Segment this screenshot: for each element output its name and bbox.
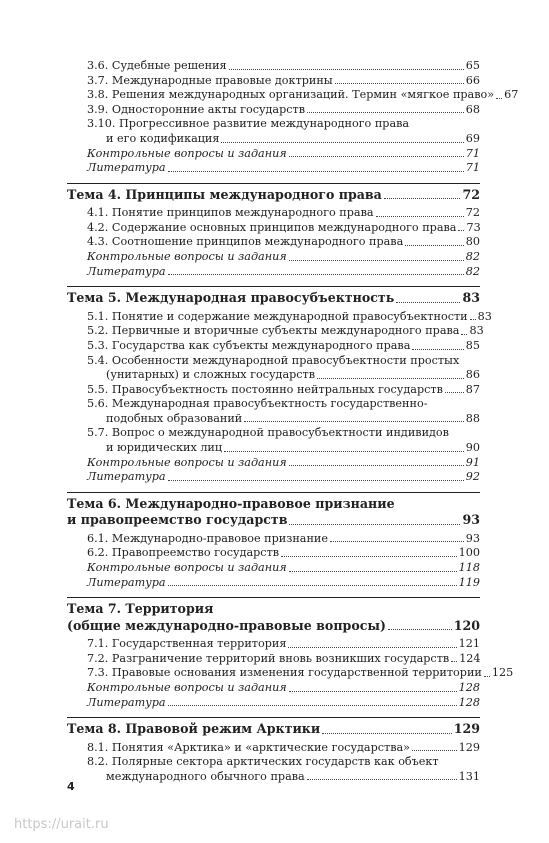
dot-leader bbox=[168, 171, 464, 172]
toc-entry-page: 125 bbox=[491, 666, 514, 680]
dot-leader bbox=[244, 421, 463, 422]
topic-section bbox=[67, 597, 514, 710]
toc-entry[interactable] bbox=[67, 532, 480, 547]
toc-entry-page: 91 bbox=[465, 455, 480, 469]
toc-entry[interactable] bbox=[67, 221, 480, 236]
toc-entry-label: 7.3. Правовые основания изменения государственной территории bbox=[87, 666, 482, 680]
toc-entry-label: Литература bbox=[87, 264, 166, 278]
toc-entry-page: 83 bbox=[477, 309, 492, 323]
toc-entry-label: Контрольные вопросы и задания bbox=[87, 561, 287, 575]
toc-entry[interactable] bbox=[67, 546, 480, 561]
toc-entry-multiline[interactable] bbox=[67, 755, 480, 784]
toc-entry-page: 82 bbox=[465, 264, 480, 278]
toc-entry-label: 5.2. Первичные и вторичные субъекты международного права bbox=[87, 324, 460, 338]
dot-leader bbox=[168, 480, 464, 481]
toc-entry-label: 4.2. Содержание основных принципов международного права bbox=[87, 220, 457, 234]
toc-entry[interactable] bbox=[67, 666, 514, 681]
toc-entry-label: 3.8. Решения международных организаций. Термин «мягкое право» bbox=[87, 88, 495, 102]
toc-entry-label: 3.7. Международные правовые доктрины bbox=[87, 73, 333, 87]
toc-entry-label: Контрольные вопросы и задания bbox=[87, 681, 287, 694]
toc-entry[interactable] bbox=[67, 250, 480, 265]
toc-entry[interactable] bbox=[67, 561, 480, 576]
dot-leader bbox=[335, 83, 464, 84]
topic-heading[interactable] bbox=[67, 187, 480, 204]
dot-leader bbox=[412, 349, 463, 350]
dot-leader bbox=[288, 647, 456, 648]
toc-entry-label: и юридических лиц bbox=[106, 441, 223, 455]
dot-leader bbox=[289, 524, 460, 525]
dot-leader bbox=[289, 465, 464, 466]
toc-entry-label: (унитарных) и сложных государств bbox=[106, 368, 316, 382]
toc-entry[interactable] bbox=[67, 576, 480, 591]
topic-page: 83 bbox=[462, 290, 480, 306]
toc-entry-label: 3.9. Односторонние акты государств bbox=[87, 102, 306, 116]
toc-entry[interactable] bbox=[67, 309, 492, 325]
toc-entry-page: 131 bbox=[458, 769, 480, 783]
toc-entry-page: 65 bbox=[465, 59, 480, 72]
toc-entry-label: 7.2. Разграничение территорий вновь возникших государств bbox=[87, 651, 450, 665]
page-number: 4 bbox=[67, 780, 75, 793]
toc-entry-page: 73 bbox=[466, 220, 481, 234]
toc-entry-page: 69 bbox=[465, 131, 480, 145]
toc-entry-page: 88 bbox=[465, 411, 480, 425]
toc-entry-page: 86 bbox=[465, 368, 480, 382]
topic-title: Тема 5. Международная правосубъектность bbox=[67, 290, 395, 306]
toc-entry-page: 128 bbox=[458, 681, 480, 694]
topic-title: Тема 8. Правовой режим Арктики bbox=[67, 721, 321, 737]
dot-leader bbox=[229, 69, 464, 70]
toc-entry-page: 87 bbox=[465, 382, 480, 396]
toc-entry-last-line bbox=[67, 368, 480, 383]
toc-entry-page: 100 bbox=[458, 546, 480, 560]
toc-entry-page: 119 bbox=[458, 575, 480, 589]
dot-leader bbox=[405, 245, 463, 246]
dot-leader bbox=[396, 302, 460, 303]
toc-entry[interactable] bbox=[67, 456, 480, 471]
dot-leader bbox=[496, 98, 502, 99]
dot-leader bbox=[484, 676, 490, 677]
toc-entry[interactable] bbox=[67, 74, 480, 89]
toc-entry[interactable] bbox=[67, 161, 480, 176]
dot-leader bbox=[224, 451, 464, 452]
watermark: https://urait.ru bbox=[14, 817, 109, 832]
toc-entry-last-line bbox=[67, 412, 480, 427]
dot-leader bbox=[412, 750, 457, 751]
toc-entry-page: 118 bbox=[458, 561, 480, 575]
toc-entry-label: 3.6. Судебные решения bbox=[87, 59, 227, 72]
toc-entry-label: 5.1. Понятие и содержание международной правосубъектности bbox=[87, 309, 468, 323]
toc-entry-label: и его кодификация bbox=[106, 131, 220, 145]
dot-leader bbox=[221, 142, 463, 143]
toc-entry-label: Литература bbox=[87, 161, 166, 175]
toc-entry[interactable] bbox=[67, 652, 480, 667]
toc-entry-label: международного обычного права bbox=[106, 769, 305, 783]
toc-entry-label: Контрольные вопросы и задания bbox=[87, 146, 287, 160]
toc-entry-label: Контрольные вопросы и задания bbox=[87, 250, 287, 264]
toc-entry-multiline[interactable] bbox=[67, 397, 480, 426]
toc-entry-label: 8.1. Понятия «Арктика» и «арктические государства» bbox=[87, 740, 411, 754]
toc-entry-page: 83 bbox=[469, 324, 484, 338]
topic-title-line: Тема 7. Территория bbox=[67, 601, 214, 617]
topic-section bbox=[67, 717, 480, 784]
dot-leader bbox=[168, 274, 464, 275]
topic-section bbox=[67, 286, 492, 485]
toc-entry-page: 129 bbox=[458, 740, 480, 754]
toc-entry[interactable] bbox=[67, 470, 480, 485]
toc-entry-page: 71 bbox=[465, 161, 480, 175]
toc-entry-label: 5.5. Правосубъектность постоянно нейтральных государств bbox=[87, 382, 443, 396]
toc-entry-page: 121 bbox=[458, 637, 480, 651]
dot-leader bbox=[458, 230, 464, 231]
topic-page: 72 bbox=[462, 186, 480, 202]
topic-page: 120 bbox=[453, 617, 480, 633]
toc-entry[interactable] bbox=[67, 88, 519, 103]
dot-leader bbox=[322, 733, 451, 734]
dot-leader bbox=[168, 585, 457, 586]
toc-entry-page: 66 bbox=[465, 73, 480, 87]
dot-leader bbox=[289, 260, 464, 261]
dot-leader bbox=[384, 198, 461, 199]
toc-entry-last-line bbox=[67, 770, 480, 785]
toc-entry[interactable] bbox=[67, 681, 480, 696]
dot-leader bbox=[289, 571, 457, 572]
toc-entry-page: 92 bbox=[465, 470, 480, 484]
table-of-contents bbox=[67, 59, 519, 784]
toc-entry[interactable] bbox=[67, 59, 480, 74]
toc-entry-label: 6.1. Международно-правовое признание bbox=[87, 531, 328, 545]
toc-entry-page: 82 bbox=[465, 250, 480, 264]
toc-entry-page: 128 bbox=[458, 695, 480, 709]
toc-entry-first-line: 5.6. Международная правосубъектность государственно- bbox=[87, 397, 428, 411]
dot-leader bbox=[317, 378, 464, 379]
toc-entry[interactable] bbox=[67, 696, 480, 711]
toc-entry[interactable] bbox=[67, 206, 480, 221]
dot-leader bbox=[451, 661, 457, 662]
topic-section bbox=[67, 492, 480, 590]
toc-entry-label: 4.3. Соотношение принципов международного права bbox=[87, 235, 404, 249]
topic-heading[interactable] bbox=[67, 618, 480, 635]
toc-entry-label: Литература bbox=[87, 575, 166, 589]
toc-entry-label: Литература bbox=[87, 695, 166, 709]
toc-entry-page: 72 bbox=[465, 206, 480, 220]
toc-entry-page: 68 bbox=[465, 102, 480, 116]
toc-entry-label: 6.2. Правопреемство государств bbox=[87, 546, 280, 560]
toc-entry[interactable] bbox=[67, 265, 480, 280]
toc-entry-label: Литература bbox=[87, 470, 166, 484]
toc-entry-last-line bbox=[67, 132, 480, 147]
toc-entry-multiline[interactable] bbox=[67, 426, 480, 455]
toc-entry-multiline[interactable] bbox=[67, 354, 480, 383]
topic-title: (общие международно-правовые вопросы) bbox=[67, 617, 387, 633]
dot-leader bbox=[388, 629, 452, 630]
toc-entry-page: 71 bbox=[465, 146, 480, 160]
toc-entry[interactable] bbox=[67, 324, 484, 339]
topic-heading[interactable] bbox=[67, 721, 480, 738]
toc-entry[interactable] bbox=[67, 339, 480, 354]
topic-page: 93 bbox=[462, 512, 480, 528]
toc-entry-page: 90 bbox=[465, 441, 480, 455]
toc-entry[interactable] bbox=[67, 235, 480, 250]
toc-entry-label: 7.1. Государственная территория bbox=[87, 637, 287, 651]
dot-leader bbox=[307, 779, 457, 780]
topic-heading[interactable] bbox=[67, 512, 480, 529]
dot-leader bbox=[307, 112, 464, 113]
topic-title: и правопреемство государств bbox=[67, 512, 288, 528]
toc-entry-label: 4.1. Понятие принципов международного права bbox=[87, 206, 374, 220]
dot-leader bbox=[461, 334, 467, 335]
toc-entry-label: Контрольные вопросы и задания bbox=[87, 455, 287, 469]
toc-entry[interactable] bbox=[67, 103, 480, 118]
dot-leader bbox=[168, 705, 457, 706]
toc-entry-first-line: 5.4. Особенности международной правосубъектности простых bbox=[87, 353, 460, 367]
dot-leader bbox=[376, 216, 464, 217]
toc-entry-last-line bbox=[67, 441, 480, 456]
toc-entry[interactable] bbox=[67, 637, 480, 652]
toc-entry-label: подобных образований bbox=[106, 411, 243, 425]
toc-entry-first-line: 3.10. Прогрессивное развитие международного права bbox=[87, 117, 410, 131]
toc-entry-page: 85 bbox=[465, 338, 480, 352]
toc-entry-page: 124 bbox=[459, 651, 481, 665]
toc-entry-label: 5.3. Государства как субъекты международного права bbox=[87, 338, 411, 352]
toc-entry-multiline[interactable] bbox=[67, 117, 480, 146]
dot-leader bbox=[445, 392, 464, 393]
toc-entry[interactable] bbox=[67, 741, 480, 756]
dot-leader bbox=[289, 691, 457, 692]
dot-leader bbox=[470, 319, 476, 320]
dot-leader bbox=[289, 156, 464, 157]
toc-entry-first-line: 5.7. Вопрос о международной правосубъектности индивидов bbox=[87, 426, 449, 440]
toc-entry-page: 67 bbox=[504, 88, 519, 102]
topic-heading[interactable] bbox=[67, 290, 480, 307]
toc-entry[interactable] bbox=[67, 383, 480, 398]
topic-title-line: Тема 6. Международно-правовое признание bbox=[67, 495, 395, 511]
toc-entry-page: 93 bbox=[465, 531, 480, 545]
toc-entry-first-line: 8.2. Полярные сектора арктических государств как объект bbox=[87, 755, 439, 769]
topic-section bbox=[67, 183, 480, 279]
topic-page: 129 bbox=[453, 721, 480, 737]
dot-leader bbox=[330, 541, 464, 542]
topic-title: Тема 4. Принципы международного права bbox=[67, 186, 382, 202]
toc-entry[interactable] bbox=[67, 147, 480, 162]
toc-entry-page: 80 bbox=[465, 235, 480, 249]
dot-leader bbox=[281, 556, 457, 557]
